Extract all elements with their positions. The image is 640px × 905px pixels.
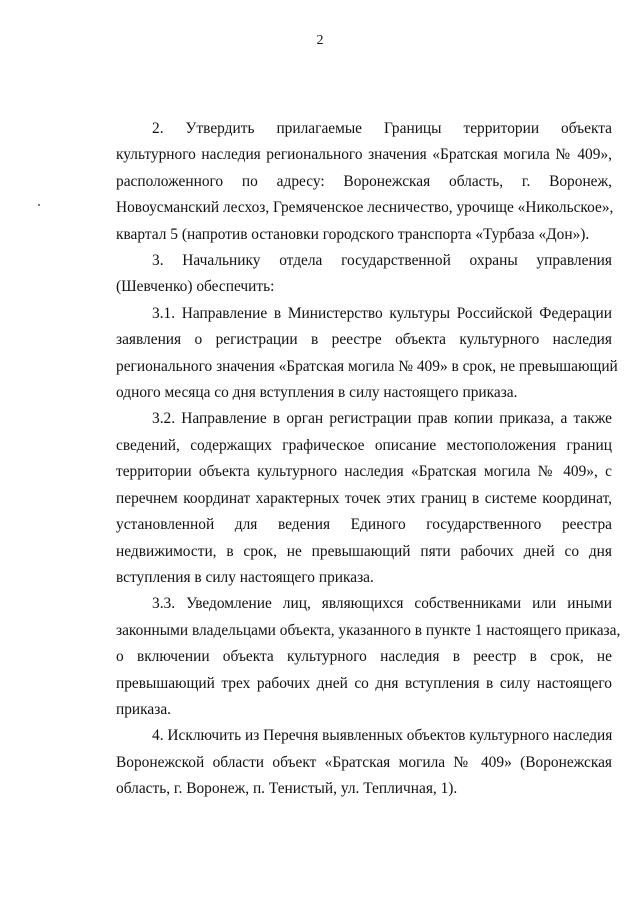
text-line: квартал 5 (напротив остановки городского транспорта «Турбаза «Дон»). <box>116 225 590 243</box>
text-line: одного месяца со дня вступления в силу настоящего приказа. <box>116 384 518 402</box>
text-line: заявления о регистрации в реестре объекта культурного наследия <box>116 331 612 349</box>
paragraph-4 <box>116 723 612 802</box>
text-line: перечнем координат характерных точек этих границ в системе координат, <box>116 489 612 507</box>
text-line: область, г. Воронеж, п. Тенистый, ул. Тепличная, 1). <box>116 780 458 798</box>
text-line: сведений, содержащих графическое описание местоположения границ <box>116 436 612 454</box>
document-body <box>116 116 621 803</box>
text-line: регионального значения «Братская могила № 409» в срок, не превышающий <box>116 357 618 375</box>
text-line: превышающий трех рабочих дней со дня вступления в силу настоящего <box>116 674 612 692</box>
text-line: установленной для ведения Единого государственного реестра <box>116 516 612 534</box>
text-line: 3.2. Направление в орган регистрации прав копии приказа, а также <box>152 410 612 428</box>
paragraph-2 <box>116 116 612 248</box>
text-line: вступления в силу настоящего приказа. <box>116 568 374 586</box>
paragraph-3-1 <box>116 301 618 407</box>
text-line: 2. Утвердить прилагаемые Границы территории объекта <box>152 120 612 137</box>
paragraph-3 <box>116 248 612 301</box>
text-line: 3.1. Направление в Министерство культуры Российской Федерации <box>152 304 612 322</box>
text-line: Воронежской области объект «Братская могила № 409» (Воронежская <box>116 753 612 771</box>
text-line: Новоусманский лесхоз, Гремяченское лесничество, урочище «Никольское», <box>116 199 614 217</box>
text-line: недвижимости, в срок, не превышающий пяти рабочих дней со дня <box>116 542 612 560</box>
text-line: территории объекта культурного наследия «Братская могила № 409», с <box>116 463 612 481</box>
paragraph-3-3 <box>116 591 621 723</box>
text-line: приказа. <box>116 700 172 718</box>
text-line: (Шевченко) обеспечить: <box>116 278 275 296</box>
text-line: расположенного по адресу: Воронежская область, г. Воронеж, <box>116 172 612 190</box>
text-line: 3. Начальнику отдела государственной охраны управления <box>152 252 612 270</box>
paragraph-3-2 <box>116 406 612 591</box>
page-number: 2 <box>316 33 324 48</box>
text-line: 3.3. Уведомление лиц, являющихся собственниками или иными <box>152 595 612 613</box>
text-line: 4. Исключить из Перечня выявленных объектов культурного наследия <box>152 727 613 745</box>
scan-artifact-dot <box>38 204 40 206</box>
text-line: о включении объекта культурного наследия в реестр в срок, не <box>116 648 612 666</box>
text-line: законными владельцами объекта, указанного в пункте 1 настоящего приказа, <box>116 621 621 639</box>
text-line: культурного наследия регионального значения «Братская могила № 409», <box>116 146 612 164</box>
